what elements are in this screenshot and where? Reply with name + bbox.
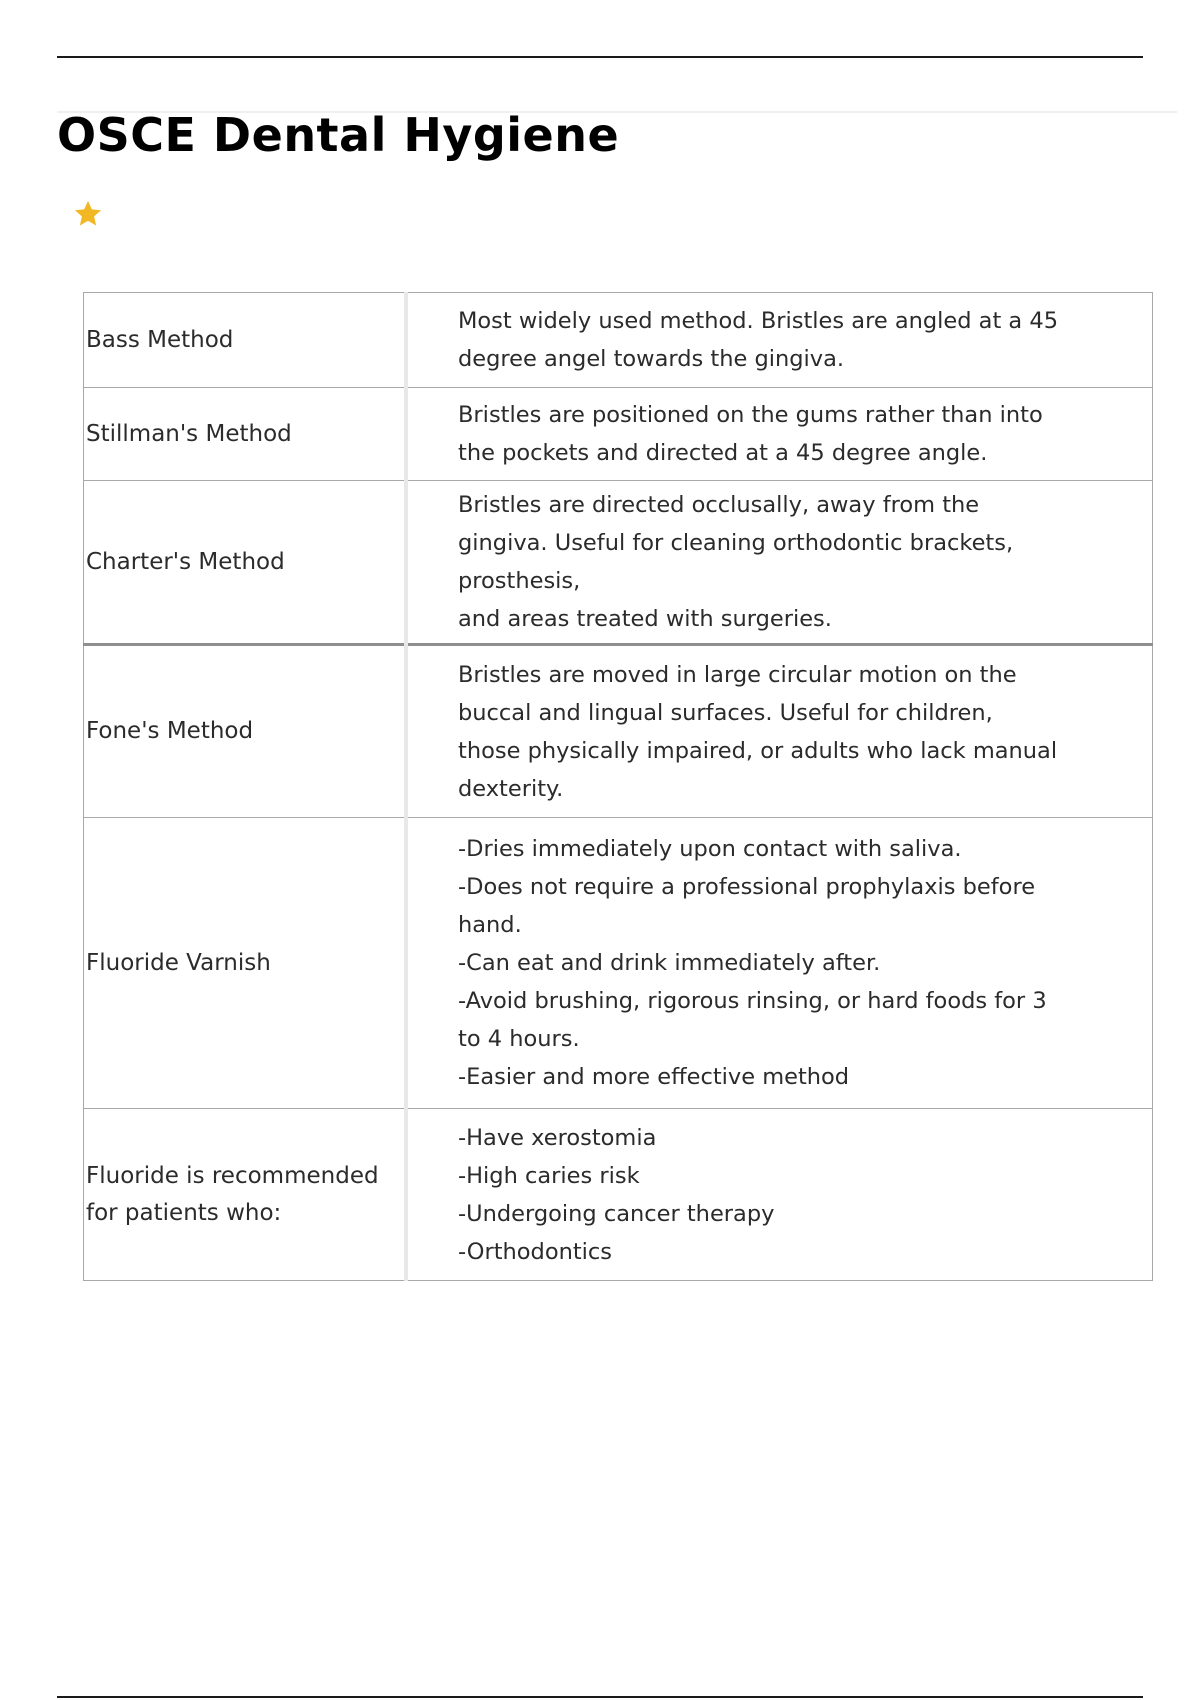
table-row: [84, 481, 1153, 645]
footer-divider: [57, 1696, 1143, 1698]
definition-line: -High caries risk: [458, 1162, 640, 1189]
page-title: OSCE Dental Hygiene: [57, 108, 620, 162]
definition-line: Bristles are moved in large circular motion on the buccal and lingual surfaces. Useful for children, those physically impaired, or adults who lack manual dexterity.: [458, 661, 1058, 802]
card-term: Stillman's Method: [84, 388, 407, 481]
definition-line: -Orthodontics: [458, 1238, 613, 1265]
definition-line: -Easier and more effective method: [458, 1064, 850, 1090]
table-row: [84, 645, 1153, 818]
card-term: Bass Method: [84, 293, 407, 388]
card-term: Fluoride Varnish: [84, 818, 407, 1109]
card-definition: [406, 481, 1153, 645]
table-row: [84, 1109, 1153, 1281]
table-row: [84, 818, 1153, 1109]
card-definition: [406, 818, 1153, 1109]
definition-line: -Avoid brushing, rigorous rinsing, or hard foods for 3 to 4 hours.: [458, 988, 1047, 1052]
definition-line: -Undergoing cancer therapy: [458, 1200, 775, 1227]
star-icon[interactable]: [72, 198, 104, 230]
definition-line: Most widely used method. Bristles are angled at a 45 degree angel towards the gingiva.: [458, 308, 1059, 372]
card-definition: [406, 388, 1153, 481]
card-definition: [406, 1109, 1153, 1281]
definition-line: Bristles are directed occlusally, away from the gingiva. Useful for cleaning orthodontic brackets, prosthesis,: [458, 492, 1014, 594]
card-term: Fluoride is recommended for patients who:: [84, 1109, 407, 1281]
flashcard-table: [83, 292, 1153, 1281]
definition-line: -Have xerostomia: [458, 1124, 657, 1151]
card-definition: [406, 645, 1153, 818]
definition-line: -Does not require a professional prophylaxis before hand.: [458, 874, 1036, 938]
definition-line: -Dries immediately upon contact with saliva.: [458, 836, 962, 862]
definition-line: -Can eat and drink immediately after.: [458, 950, 881, 976]
definition-line: Bristles are positioned on the gums rather than into the pockets and directed at a 45 degree angle.: [458, 402, 1043, 466]
card-term: Fone's Method: [84, 645, 407, 818]
definition-line: and areas treated with surgeries.: [458, 606, 832, 632]
card-term: Charter's Method: [84, 481, 407, 645]
table-row: [84, 388, 1153, 481]
star-icon-shape: [75, 201, 101, 226]
card-definition: [406, 293, 1153, 388]
table-row: [84, 293, 1153, 388]
header-divider: [57, 56, 1143, 58]
